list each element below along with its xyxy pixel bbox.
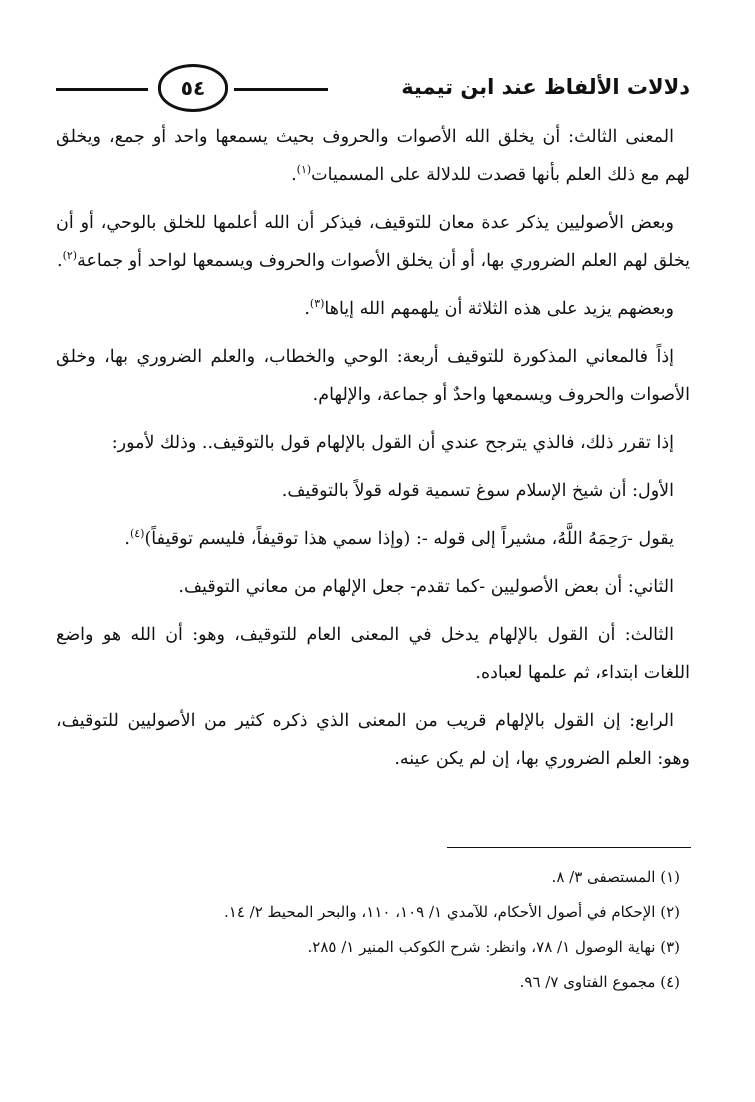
- footnote-ref[interactable]: (٢): [62, 249, 78, 263]
- paragraph: [56, 702, 690, 778]
- paragraph: [56, 568, 690, 606]
- paragraph-text: إذاً فالمعاني المذكورة للتوقيف أربعة: الوحي والخطاب، والعلم الضروري بها، وخلق الأصوات والحروف ويسمعها واحدٌ أو جماعة، والإلهام.: [56, 347, 690, 405]
- paragraph: [56, 616, 690, 692]
- paragraph-end: .: [291, 165, 297, 185]
- body-text: [56, 118, 690, 788]
- paragraph-text: الثالث: أن القول بالإلهام يدخل في المعنى العام للتوقيف، وهو: أن الله هو واضع اللغات ابتداء، ثم علمها لعباده.: [56, 625, 690, 683]
- paragraph-text: الثاني: أن بعض الأصوليين -كما تقدم- جعل الإلهام من معاني التوقيف.: [178, 577, 674, 597]
- paragraph-end: .: [56, 251, 63, 271]
- page-number: ٥٤: [158, 64, 228, 112]
- paragraph: [56, 204, 690, 280]
- paragraph: [56, 118, 690, 194]
- paragraph-text: المعنى الثالث: أن يخلق الله الأصوات والحروف بحيث يسمعها واحد أو جمع، ويخلق لهم مع ذلك العلم بأنها قصدت للدلالة على المسميات: [56, 127, 690, 185]
- paragraph: [56, 472, 690, 510]
- footnote: (١) المستصفى ٣/ ٨.: [551, 868, 680, 886]
- paragraph: [56, 520, 690, 558]
- paragraph: [56, 290, 690, 328]
- footnote-ref[interactable]: (٤): [129, 527, 145, 541]
- footnote: (٢) الإحكام في أصول الأحكام، للآمدي ١/ ١٠٩، ١١٠، والبحر المحيط ٢/ ١٤.: [223, 903, 680, 921]
- footnote-divider: [447, 847, 691, 848]
- footnote: (٣) نهاية الوصول ١/ ٧٨، وانظر: شرح الكوكب المنير ١/ ٢٨٥.: [307, 938, 680, 956]
- paragraph-text: الأول: أن شيخ الإسلام سوغ تسمية قوله قولاً بالتوقيف.: [281, 481, 674, 501]
- running-title: دلالات الألفاظ عند ابن تيمية: [401, 75, 690, 99]
- header-rule-middle: [234, 88, 328, 91]
- footnote-ref[interactable]: (١): [296, 163, 312, 177]
- footnotes: [56, 860, 690, 1000]
- paragraph: [56, 338, 690, 414]
- header-rule-left: [56, 88, 148, 91]
- paragraph-text: إذا تقرر ذلك، فالذي يترجح عندي أن القول بالإلهام قول بالتوقيف.. وذلك لأمور:: [111, 433, 674, 453]
- paragraph-end: .: [304, 299, 310, 319]
- footnote: (٤) مجموع الفتاوى ٧/ ٩٦.: [519, 973, 680, 991]
- paragraph-text: وبعض الأصوليين يذكر عدة معان للتوقيف، فيذكر أن الله أعلمها للخلق بالوحي، أو أن يخلق لهم العلم الضروري بها، أو أن يخلق الأصوات والحروف ويسمعها لواحد أو جماعة: [56, 213, 690, 271]
- footnote-ref[interactable]: (٣): [309, 297, 325, 311]
- page-header: [56, 62, 690, 114]
- paragraph-text: الرابع: إن القول بالإلهام قريب من المعنى الذي ذكره كثير من الأصوليين للتوقيف، وهو: العلم الضروري بها، إن لم يكن عينه.: [56, 711, 690, 769]
- paragraph: [56, 424, 690, 462]
- paragraph-text: يقول -رَحِمَهُ اللَّهُ، مشيراً إلى قوله -: (وإذا سمي هذا توقيفاً، فليسم توقيفاً): [144, 529, 674, 549]
- paragraph-text: وبعضهم يزيد على هذه الثلاثة أن يلهمهم الله إياها: [324, 299, 674, 319]
- paragraph-end: .: [124, 529, 130, 549]
